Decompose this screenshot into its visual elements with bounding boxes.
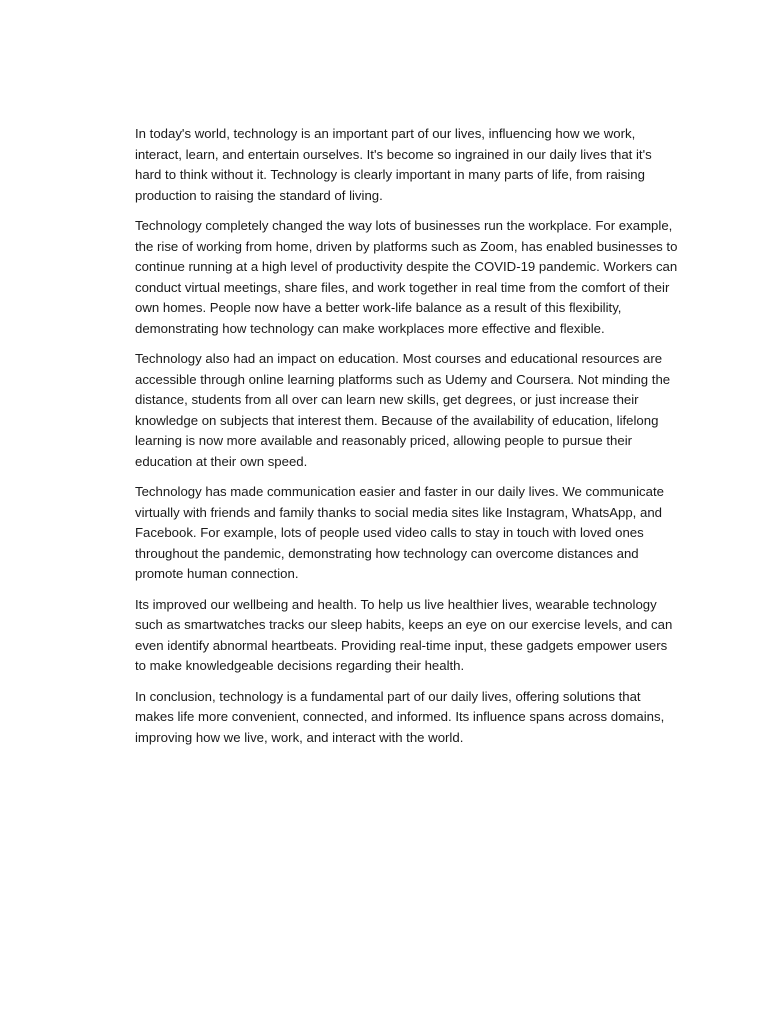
paragraph-conclusion: In conclusion, technology is a fundamental part of our daily lives, offering solutions that makes life more convenient, connected, and informed. Its influence spans across domains, improving how we live, work, and interact with the world. xyxy=(135,688,665,745)
paragraph-workplace: Technology completely changed the way lots of businesses run the workplace. For example, the rise of working from home, driven by platforms such as Zoom, has enabled businesses to continue running at a high level of productivity despite the COVID-19 pandemic. Workers can conduct virtual meetings, share files, and work together in real time from the comfort of their own homes. People now have a better work-life balance as a result of this flexibility, demonstrating how technology can make workplaces more effective and flexible. xyxy=(135,218,678,336)
paragraph-intro: In today's world, technology is an important part of our lives, influencing how we work, interact, learn, and entertain ourselves. It's become so ingrained in our daily lives that it's hard to think without it. Technology is clearly important in many parts of life, from raising production to raising the standard of living. xyxy=(135,126,652,203)
paragraph-communication: Technology has made communication easier and faster in our daily lives. We communicate virtually with friends and family thanks to social media sites like Instagram, WhatsApp, and Facebook. For example, lots of people used video calls to stay in touch with loved ones throughout the pandemic, demonstrating how technology can overcome distances and promote human connection. xyxy=(135,484,664,581)
paragraph-health: Its improved our wellbeing and health. To help us live healthier lives, wearable technology such as smartwatches tracks our sleep habits, keeps an eye on our exercise levels, and can even identify abnormal heartbeats. Providing real-time input, these gadgets empower users to make knowledgeable decisions regarding their health. xyxy=(135,596,673,673)
paragraph-education: Technology also had an impact on education. Most courses and educational resources are accessible through online learning platforms such as Udemy and Coursera. Not minding the distance, students from all over can learn new skills, get degrees, or just increase their knowledge on subjects that interest them. Because of the availability of education, lifelong learning is now more available and reasonably priced, allowing people to pursue their education at their own speed. xyxy=(135,351,671,469)
document-body xyxy=(135,124,680,758)
